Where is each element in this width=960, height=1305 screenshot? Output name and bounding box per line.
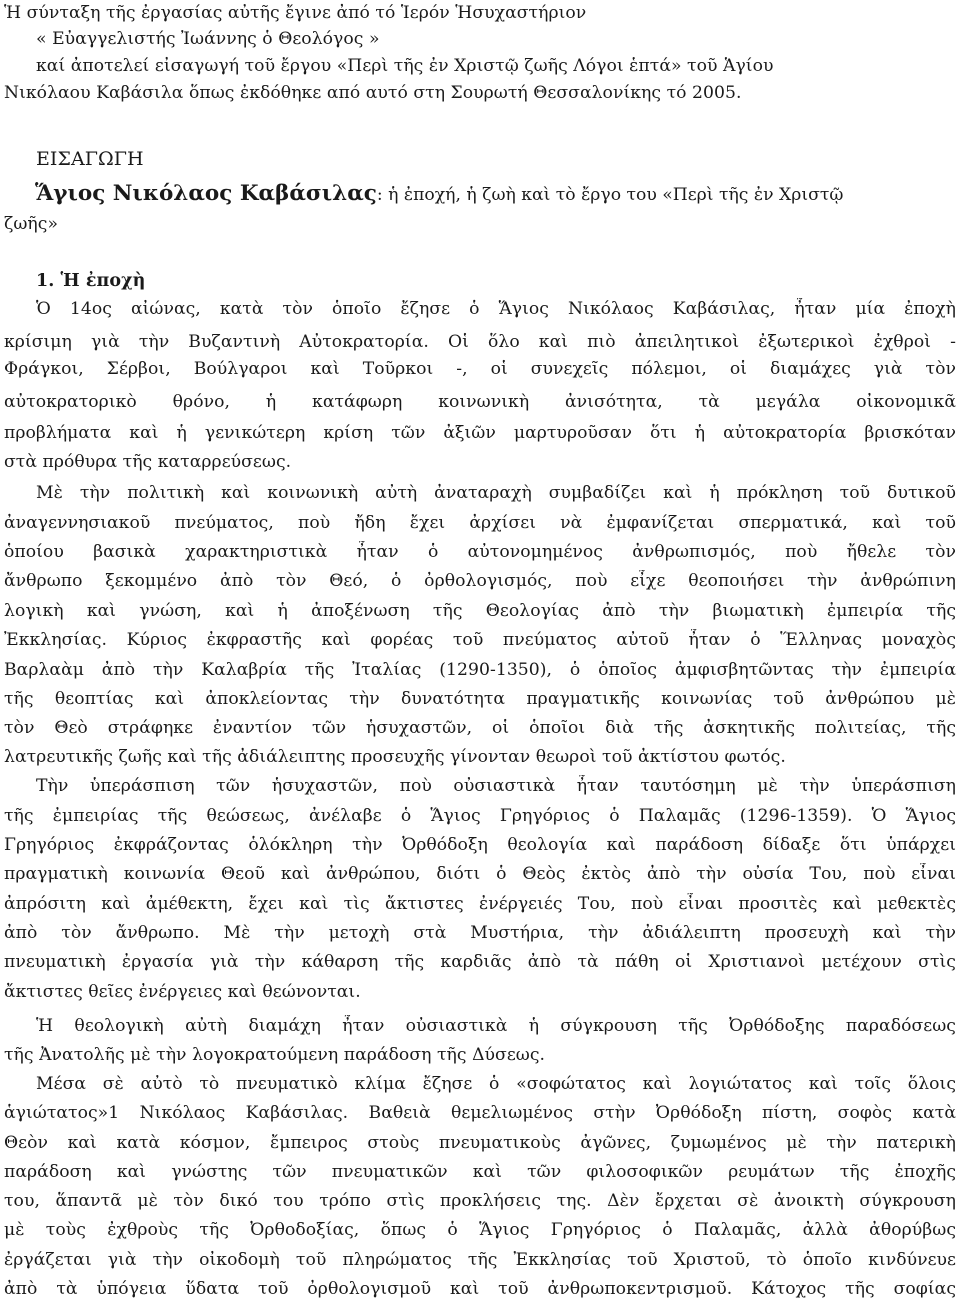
body-line: λατρευτικῆς ζωῆς καὶ τῆς ἀδιάλειπτης προσευχῆς γίνονταν θεωροὶ τοῦ ἀκτίστου φωτός. <box>4 747 786 767</box>
body-line: Ὁ 14ος αἰώνας, κατὰ τὸν ὁποῖο ἔζησε ὁ Ἅγιος Νικόλαος Καβάσιλας, ἦταν μία ἐποχὴ <box>36 299 956 319</box>
body-line: ἀπὸ τὰ ὑπόγεια ὕδατα τοῦ ὀρθολογισμοῦ καὶ τοῦ ἀνθρωποκεντρισμοῦ. Κάτοχος τῆς σοφίας <box>4 1279 956 1299</box>
body-line: ἀπὸ τὸν ἄνθρωπο. Μὲ τὴν μετοχὴ στὰ Μυστήρια, τὴν ἀδιάλειπτη προσευχὴ καὶ τὴν <box>4 923 956 943</box>
body-line: λογικὴ καὶ γνώση, καὶ ἡ ἀποξένωση τῆς Θεολογίας ἀπὸ τὴν βιωματικὴ ἐμπειρία τῆς <box>4 601 956 621</box>
body-line: Ἡ θεολογικὴ αὐτὴ διαμάχη ἦταν οὐσιαστικὰ ἡ σύγκρουση τῆς Ὀρθόδοξης παραδόσεως <box>36 1016 956 1036</box>
body-line: Ἐκκλησίας. Κύριος ἐκφραστῆς καὶ φορέας τοῦ πνεύματος αὐτοῦ ἦταν ὁ Ἕλληνας μοναχὸς <box>4 630 956 650</box>
body-line: Μέσα σὲ αὐτὸ τὸ πνευματικὸ κλίμα ἔζησε ὁ «σοφώτατος καὶ λογιώτατος καὶ τοῖς ὅλοις <box>36 1074 956 1094</box>
body-line: Γρηγόριος ἐκφράζοντας ὁλόκληρη τὴν Ὀρθόδοξη θεολογία καὶ παράδοση δίδαξε ὅτι ὑπάρχει <box>4 835 956 855</box>
body-line: στὰ πρόθυρα τῆς καταρρεύσεως. <box>4 452 292 472</box>
body-line: τῆς ἐμπειρίας τῆς θεώσεως, ἀνέλαβε ὁ Ἅγιος Γρηγόριος ὁ Παλαμᾶς (1296-1359). Ὁ Ἅγιος <box>4 806 956 826</box>
body-line: ἁγιώτατος»1 Νικόλαος Καβάσιλας. Βαθειὰ θεμελιωμένος στὴν Ὀρθόδοξη πίστη, σοφὸς κατὰ <box>4 1103 956 1123</box>
body-line: ἀναγεννησιακοῦ πνεύματος, ποὺ ἤδη ἔχει ἀρχίσει νὰ ἐμφανίζεται σπερματικά, καὶ τοῦ <box>4 513 956 533</box>
body-line: Φράγκοι, Σέρβοι, Βούλγαροι καὶ Τοῦρκοι -, οἱ συνεχεῖς πόλεμοι, οἱ διαμάχες γιὰ τὸν <box>4 359 956 379</box>
heading-eisagogi: ΕΙΣΑΓΩΓΗ <box>36 148 144 170</box>
body-line: προβλήματα καὶ ἡ γενικώτερη κρίση τῶν ἀξιῶν μαρτυροῦσαν ὅτι ἡ αὐτοκρατορία βρισκόταν <box>4 423 956 443</box>
body-line: Τὴν ὑπεράσπιση τῶν ἡσυχαστῶν, ποὺ οὐσιαστικὰ ἦταν ταυτόσημη μὲ τὴν ὑπεράσπιση <box>36 776 956 796</box>
body-line: παράδοση καὶ γνώστης τῶν πνευματικῶν καὶ τῶν φιλοσοφικῶν ρευμάτων τῆς ἐποχῆς <box>4 1162 956 1182</box>
body-line: του, ἅπαντᾶ μὲ τὸν δικό του τρόπο στὶς προκλήσεις της. Δὲν ἔρχεται σὲ ἀνοικτὴ σύγκρουση <box>4 1191 956 1211</box>
body-line: Θεὸν καὶ κατὰ κόσμον, ἔμπειρος στοὺς πνευματικοὺς ἀγῶνες, ζυμωμένος μὲ τὴν πατερικὴ <box>4 1133 956 1153</box>
body-line: ἄνθρωπο ξεκομμένο ἀπὸ τὸν Θεό, ὁ ὀρθολογισμός, ποὺ εἶχε θεοποιήσει τὴν ἀνθρώπινη <box>4 571 956 591</box>
title-subtitle: : ἡ ἐποχή, ἡ ζωὴ καὶ τὸ ἔργο του «Περὶ τῆς ἐν Χριστῷ <box>376 185 844 205</box>
body-line: Βαρλαὰμ ἀπὸ τὴν Καλαβρία τῆς Ἰταλίας (1290-1350), ὁ ὁποῖος ἀμφισβητῶντας τὴν ἐμπειρία <box>4 660 956 680</box>
body-line: ἄκτιστες θεῖες ἐνέργειες καὶ θεώνονται. <box>4 982 361 1002</box>
body-line: κρίσιμη γιὰ τὴν Βυζαντινὴ Αὐτοκρατορία. Οἱ ὅλο καὶ πιὸ ἀπειλητικοὶ ἐξωτερικοὶ ἐχθροὶ - <box>4 332 956 352</box>
body-line: τῆς θεοπτίας καὶ ἀποκλείοντας τὴν δυνατότητα πραγματικῆς κοινωνίας τοῦ ἀνθρώπου μὲ <box>4 689 956 709</box>
section-1-heading: 1. Ἡ ἐποχὴ <box>36 271 146 291</box>
body-line: ὁποίου βασικὰ χαρακτηριστικὰ ἦταν ὁ αὐτονομημένος ἀνθρωπισμός, ποὺ ἤθελε τὸν <box>4 542 956 562</box>
body-line: τῆς Ἀνατολῆς μὲ τὴν λογοκρατούμενη παράδοση τῆς Δύσεως. <box>4 1045 546 1065</box>
body-line: Μὲ τὴν πολιτικὴ καὶ κοινωνικὴ αὐτὴ ἀναταραχὴ συμβαδίζει καὶ ἡ πρόκληση τοῦ δυτικοῦ <box>36 483 956 503</box>
body-line: ἀπρόσιτη καὶ ἀμέθεκτη, ἔχει καὶ τὶς ἄκτιστες ἐνέργειές Του, ποὺ εἶναι προσιτὲς καὶ μεθεκτὲς <box>4 894 956 914</box>
body-line: αὐτοκρατορικὸ θρόνο, ἡ κατάφωρη κοινωνικὴ ἀνισότητα, τὰ μεγάλα οἰκονομικᾶ <box>4 392 956 412</box>
body-line: τὸν Θεὸ στράφηκε ἐναντίον τῶν ἡσυχαστῶν, οἱ ὁποῖοι διὰ τῆς ἀσκητικῆς πολιτείας, τῆς <box>4 718 956 738</box>
title-line <box>35 181 956 208</box>
intro-line-2: « Εὐαγγελιστής Ἰωάννης ὁ Θεολόγος » <box>36 29 380 49</box>
intro-line-3: καί ἀποτελεί εἰσαγωγή τοῦ ἔργου «Περὶ τῆς ἐν Χριστῷ ζωῆς Λόγοι ἑπτά» τοῦ Ἁγίου <box>36 56 774 76</box>
body-line: πνευματικὴ ἐργασία γιὰ τὴν κάθαρση τῆς καρδιᾶς ἀπὸ τὰ πάθη οἱ Χριστιανοὶ μετέχουν στὶς <box>4 952 956 972</box>
title-continuation: ζωῆς» <box>4 214 59 234</box>
title-saint-name: Ἅγιος Νικόλαος Καβάσιλας <box>35 181 377 206</box>
body-line: ἐργάζεται γιὰ τὴν οἰκοδομὴ τοῦ πληρώματος τῆς Ἐκκλησίας τοῦ Χριστοῦ, τὸ ὁποῖο κινδύνευε <box>4 1250 956 1270</box>
intro-line-4: Νικόλαου Καβάσιλα ὅπως ἐκδόθηκε από αυτό στη Σουρωτή Θεσσαλονίκης τό 2005. <box>4 83 742 103</box>
body-line: μὲ τοὺς ἐχθροὺς τῆς Ὀρθοδοξίας, ὅπως ὁ Ἅγιος Γρηγόριος ὁ Παλαμᾶς, ἀλλὰ ἀθορύβως <box>4 1220 956 1240</box>
body-line: πραγματικὴ κοινωνία Θεοῦ καὶ ἀνθρώπου, διότι ὁ Θεὸς ἐκτὸς ἀπὸ τὴν οὐσία Του, ποὺ εἶναι <box>4 864 956 884</box>
intro-line-1: Ἡ σύνταξη τῆς ἐργασίας αὐτῆς ἔγινε ἀπό τό Ἱερόν Ἡσυχαστήριον <box>4 3 587 23</box>
